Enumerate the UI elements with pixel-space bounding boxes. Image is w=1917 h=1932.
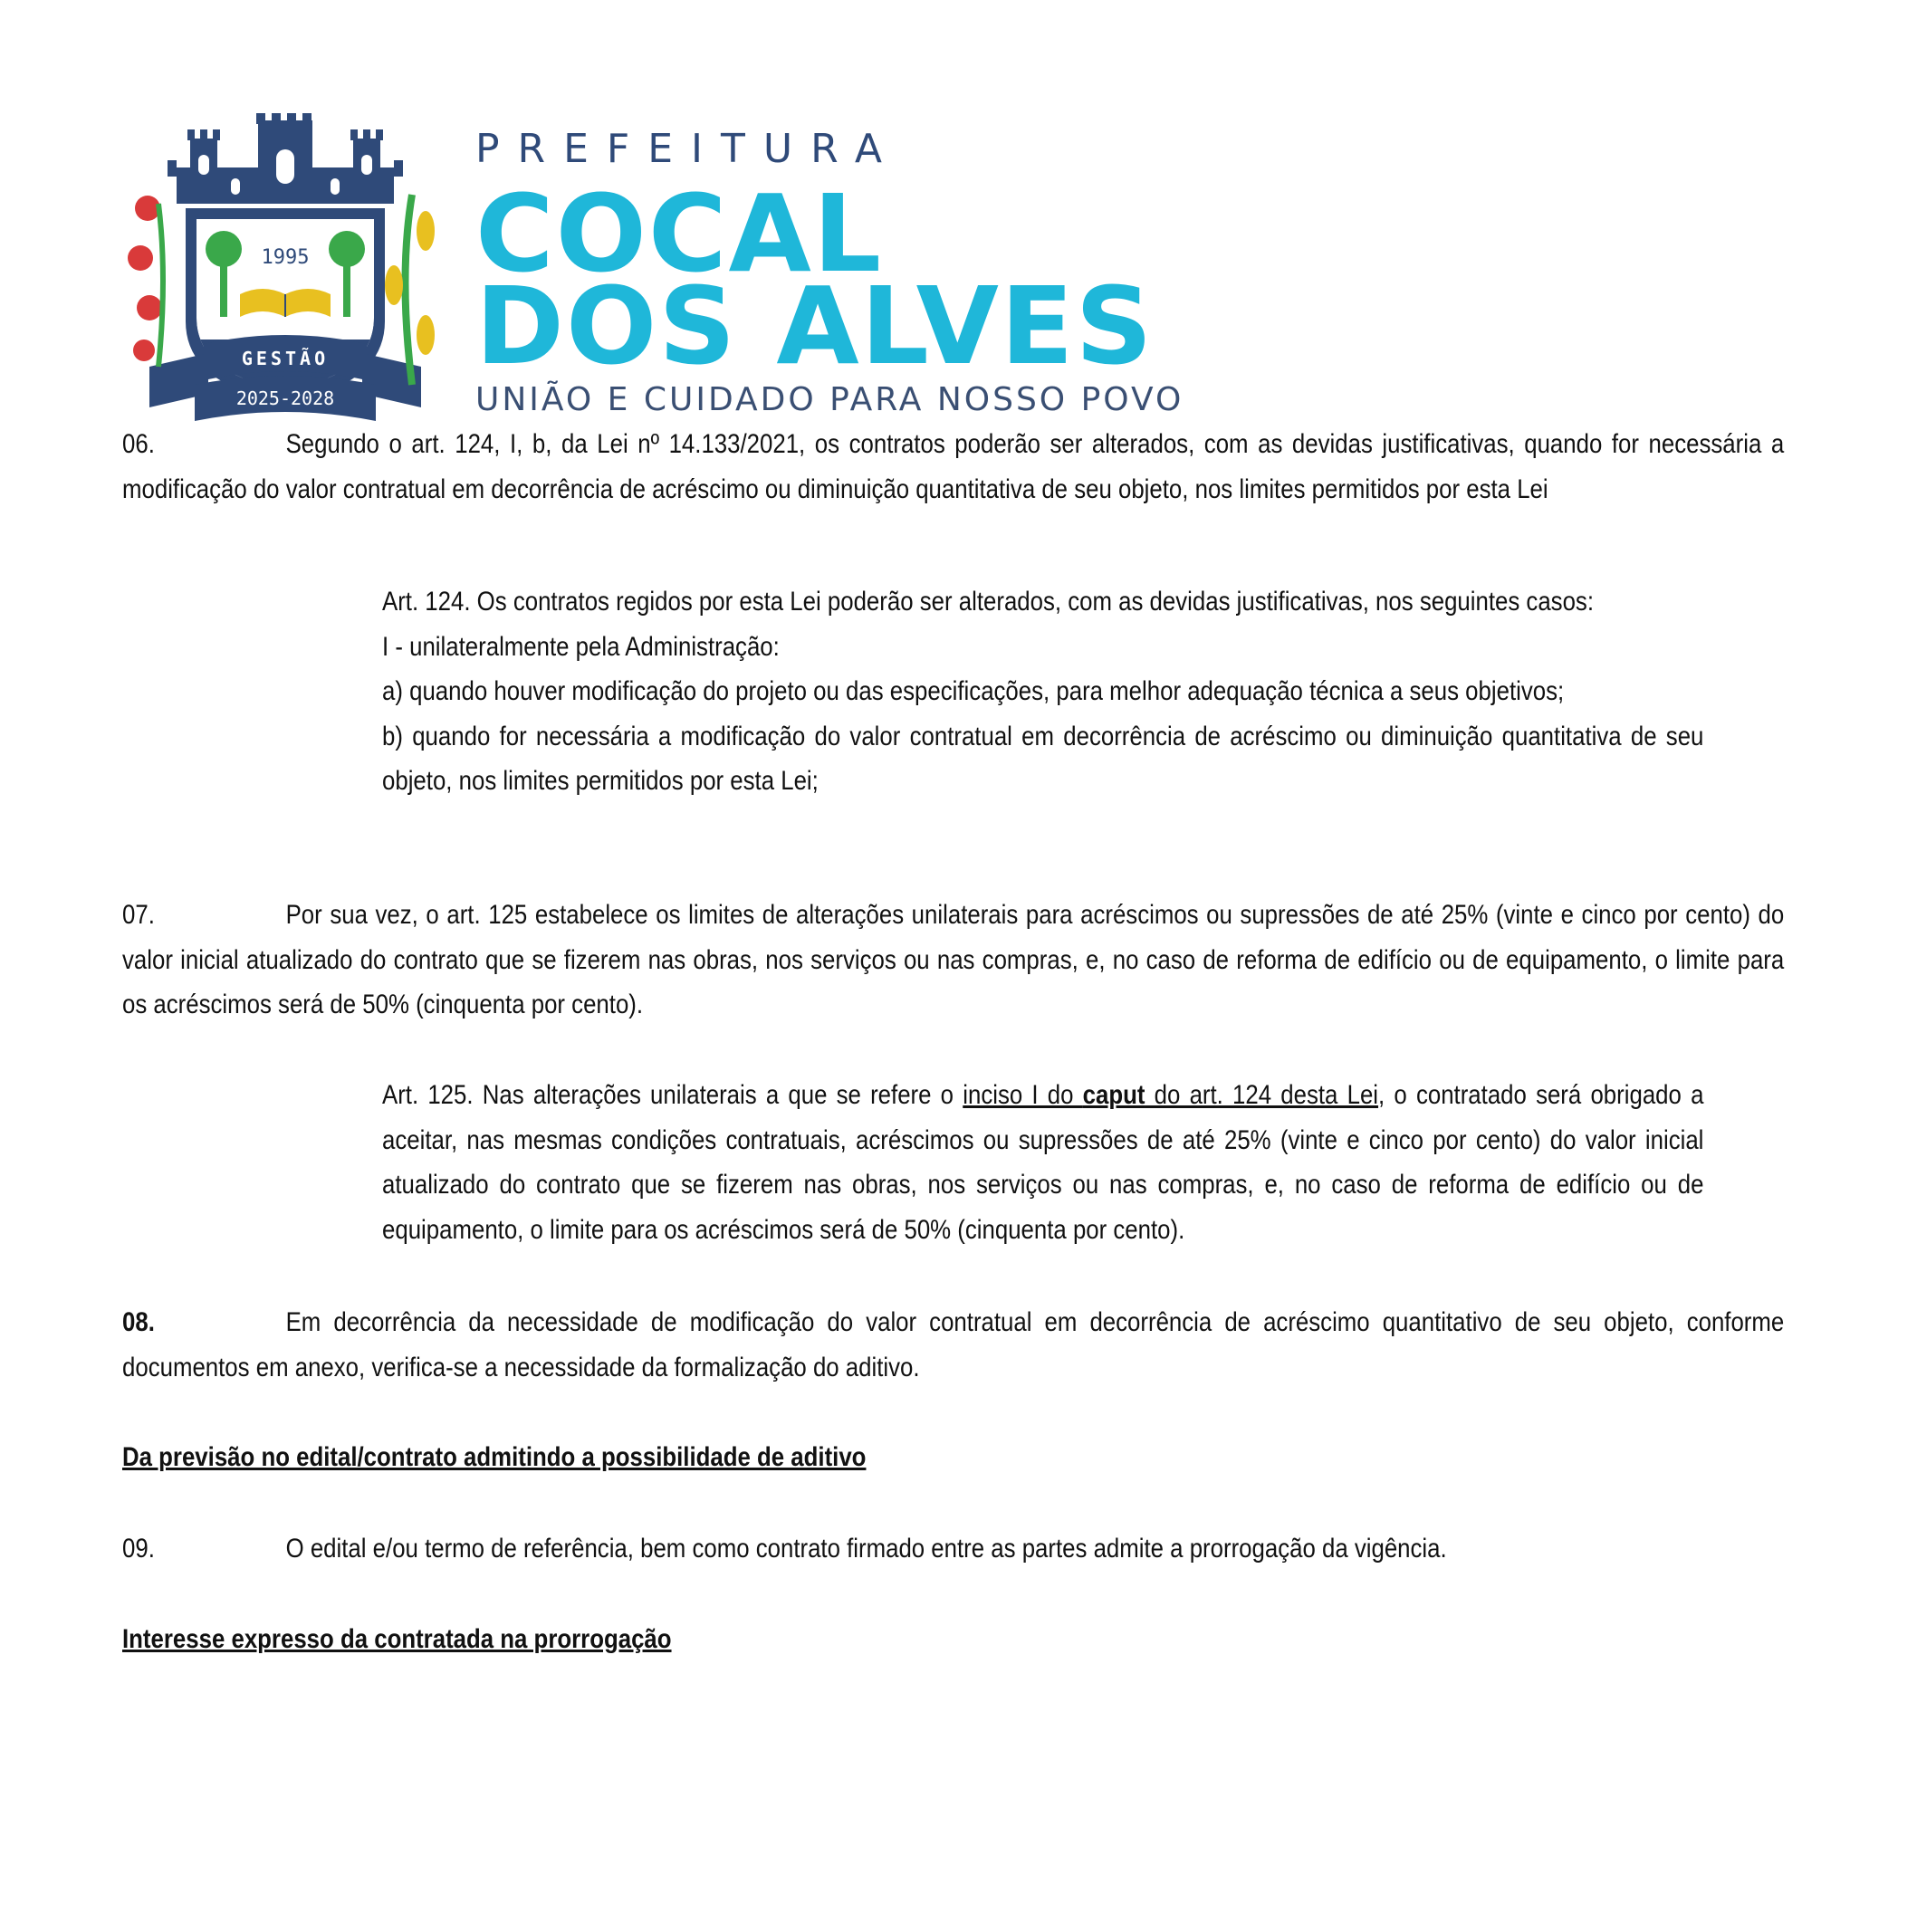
citation-link-caput: caput <box>1082 1080 1145 1110</box>
citation-link-part2: do art. 124 desta Lei <box>1145 1080 1379 1110</box>
citation-intro: Art. 124. Os contratos regidos por esta Lei poderão ser alterados, com as devidas justificativas, nos seguintes casos: <box>382 587 1594 617</box>
crest-gestao: GESTÃO <box>241 348 330 369</box>
logo-wordmark <box>475 126 1184 418</box>
citation-art-125 <box>382 1073 1703 1252</box>
paragraph-number: 06. <box>122 429 155 459</box>
citation-link-part1: inciso I do <box>963 1080 1083 1110</box>
logo-prefeitura: PREFEITURA <box>475 126 900 172</box>
citation-text-start: Art. 125. Nas alterações unilaterais a que se refere o <box>382 1080 963 1110</box>
paragraph-number: 08. <box>122 1307 155 1337</box>
citation-item-b: b) quando for necessária a modificação do valor contratual em decorrência de acréscimo ou diminuição quantitativa de seu objeto, nos limites permitidos por esta Lei; <box>382 721 1704 796</box>
paragraph-text: Por sua vez, o art. 125 estabelece os limites de alterações unilaterais para acréscimos ou supressões de até 25% (vinte e cinco por cento) do valor inicial atualizado do contrato que se fizerem nas obras, nos serviços ou nas compras, e, no caso de reforma de edifício ou de equipamento, o limite para os acréscimos será de 50% (cinquenta por cento). <box>122 900 1785 1019</box>
citation-item-i: I - unilateralmente pela Administração: <box>382 631 780 662</box>
paragraph-number: 07. <box>122 900 155 930</box>
municipal-crest-logo <box>122 113 448 426</box>
logo-slogan: UNIÃO E CUIDADO PARA NOSSO POVO <box>475 381 1184 418</box>
paragraph-text: Segundo o art. 124, I, b, da Lei nº 14.133/2021, os contratos poderão ser alterados, com as devidas justificativas, quando for necessária a modificação do valor contratual em decorrência de acréscimo ou diminuição quantitativa de seu objeto, nos limites permitidos por esta Lei <box>122 429 1785 504</box>
crest-term: 2025-2028 <box>235 387 335 409</box>
citation-item-a: a) quando houver modificação do projeto ou das especificações, para melhor adequação técnica a seus objetivos; <box>382 676 1565 706</box>
paragraph-number: 09. <box>122 1534 155 1564</box>
paragraph-08 <box>122 1300 1784 1390</box>
paragraph-text: O edital e/ou termo de referência, bem como contrato firmado entre as partes admite a prorrogação da vigência. <box>285 1534 1447 1564</box>
section-heading-edital: Da previsão no edital/contrato admitindo a possibilidade de aditivo <box>122 1442 867 1472</box>
citation-link[interactable] <box>963 1080 1378 1110</box>
crest-year: 1995 <box>261 246 310 269</box>
paragraph-06 <box>122 422 1784 512</box>
logo-city-line2: DOS ALVES <box>475 263 1155 388</box>
citation-art-124 <box>382 579 1703 804</box>
paragraph-07 <box>122 893 1784 1028</box>
prefeitura-header <box>122 113 1184 426</box>
paragraph-09 <box>122 1526 1784 1572</box>
paragraph-text: Em decorrência da necessidade de modificação do valor contratual em decorrência de acréscimo quantitativo de seu objeto, conforme documentos em anexo, verifica-se a necessidade da formalização do aditivo. <box>122 1307 1785 1382</box>
logo-city-line1: COCAL <box>475 171 884 296</box>
citation-text-end: , o contratado será obrigado a aceitar, nas mesmas condições contratuais, acréscimos ou supressões de até 25% (vinte e cinco por cento) do valor inicial atualizado do contrato que se fizerem nas obras, nos serviços ou nas compras, e, no caso de reforma de edifício ou de equipamento, o limite para os acréscimos será de 50% (cinquenta por cento). <box>382 1080 1704 1245</box>
section-heading-interesse: Interesse expresso da contratada na prorrogação <box>122 1624 672 1654</box>
